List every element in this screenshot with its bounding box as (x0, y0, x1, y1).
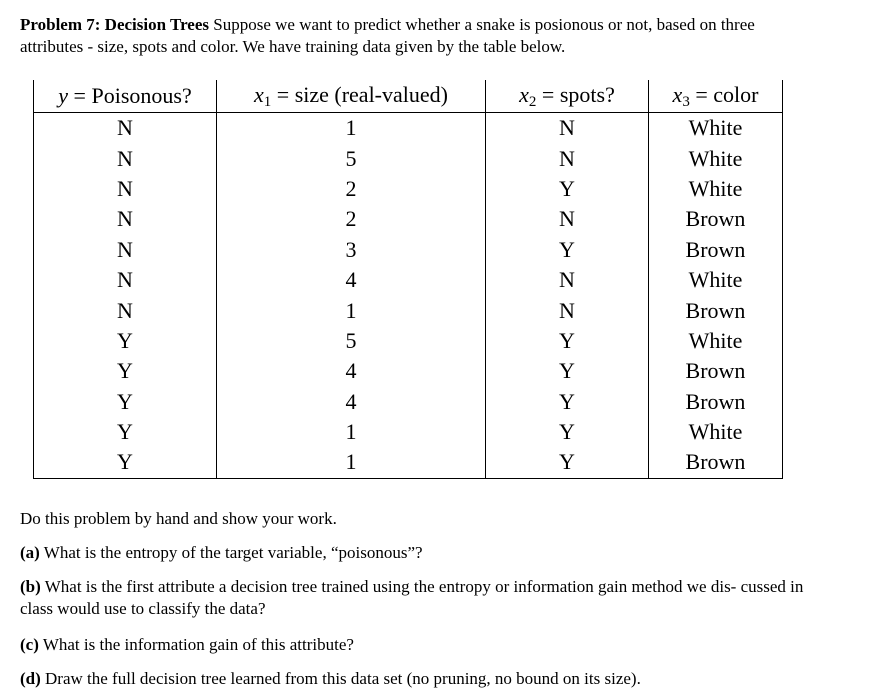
cell-size: 4 (217, 265, 486, 295)
cell-spots: Y (486, 387, 649, 417)
table-row (34, 265, 783, 295)
header-color: $x_3$ = color (649, 80, 783, 113)
cell-poisonous: N (34, 204, 217, 234)
cell-spots: N (486, 113, 649, 144)
cell-color: White (649, 265, 783, 295)
cell-poisonous: Y (34, 356, 217, 386)
cell-color: White (649, 113, 783, 144)
cell-poisonous: Y (34, 387, 217, 417)
table-row (34, 235, 783, 265)
cell-poisonous: N (34, 235, 217, 265)
cell-spots: Y (486, 326, 649, 356)
question-d (20, 668, 820, 690)
cell-poisonous: Y (34, 326, 217, 356)
cell-poisonous: N (34, 295, 217, 325)
cell-size: 4 (217, 356, 486, 386)
table-row (34, 295, 783, 325)
cell-spots: Y (486, 356, 649, 386)
table-row (34, 113, 783, 144)
instruction-text: Do this problem by hand and show your work. (20, 509, 337, 528)
cell-poisonous: N (34, 174, 217, 204)
cell-color: Brown (649, 387, 783, 417)
problem-label: Problem 7: Decision Trees (20, 15, 210, 34)
cell-spots: N (486, 143, 649, 173)
cell-size: 3 (217, 235, 486, 265)
question-c (20, 634, 820, 656)
cell-spots: N (486, 295, 649, 325)
problem-statement (20, 14, 820, 58)
cell-color: Brown (649, 235, 783, 265)
question-d-text: Draw the full decision tree learned from this data set (no pruning, no bound on its size). (45, 669, 641, 688)
table-row (34, 204, 783, 234)
table-row (34, 417, 783, 447)
cell-size: 1 (217, 295, 486, 325)
table-row (34, 356, 783, 386)
header-spots: $x_2$ = spots? (486, 80, 649, 113)
question-a (20, 542, 820, 564)
cell-poisonous: Y (34, 447, 217, 478)
question-a-text: What is the entropy of the target variable, “poisonous”? (43, 543, 423, 562)
table-body (34, 113, 783, 479)
training-data-table (33, 80, 783, 479)
cell-color: Brown (649, 204, 783, 234)
cell-spots: N (486, 204, 649, 234)
cell-spots: Y (486, 174, 649, 204)
cell-poisonous: N (34, 113, 217, 144)
table-row (34, 174, 783, 204)
header-size: $x_1$ = size (real-valued) (217, 80, 486, 113)
table-row (34, 387, 783, 417)
cell-size: 5 (217, 326, 486, 356)
question-b-label: (b) (20, 577, 41, 596)
cell-color: Brown (649, 447, 783, 478)
cell-color: Brown (649, 356, 783, 386)
cell-poisonous: Y (34, 417, 217, 447)
question-c-label: (c) (20, 635, 39, 654)
question-a-label: (a) (20, 543, 40, 562)
cell-size: 1 (217, 447, 486, 478)
cell-size: 2 (217, 204, 486, 234)
cell-size: 1 (217, 113, 486, 144)
header-poisonous: y = Poisonous? (34, 80, 217, 113)
cell-size: 5 (217, 143, 486, 173)
cell-color: White (649, 143, 783, 173)
question-b-text: What is the first attribute a decision tree trained using the entropy or information gain method we dis- cussed in class would use to classify the data? (20, 577, 804, 618)
question-b (20, 576, 820, 620)
cell-color: White (649, 326, 783, 356)
cell-poisonous: N (34, 265, 217, 295)
cell-spots: Y (486, 417, 649, 447)
cell-spots: Y (486, 447, 649, 478)
cell-size: 2 (217, 174, 486, 204)
table-header-row (34, 80, 783, 113)
cell-spots: N (486, 265, 649, 295)
table-row (34, 143, 783, 173)
problem-text: Suppose we want to predict whether a snake is posionous or not, based on three attributes - size, spots and color. We have training data given by the table below. (20, 15, 755, 56)
table-row (34, 326, 783, 356)
question-d-label: (d) (20, 669, 41, 688)
cell-spots: Y (486, 235, 649, 265)
table-row (34, 447, 783, 478)
cell-size: 4 (217, 387, 486, 417)
cell-color: Brown (649, 295, 783, 325)
cell-size: 1 (217, 417, 486, 447)
question-c-text: What is the information gain of this attribute? (42, 635, 354, 654)
cell-poisonous: N (34, 143, 217, 173)
cell-color: White (649, 174, 783, 204)
cell-color: White (649, 417, 783, 447)
